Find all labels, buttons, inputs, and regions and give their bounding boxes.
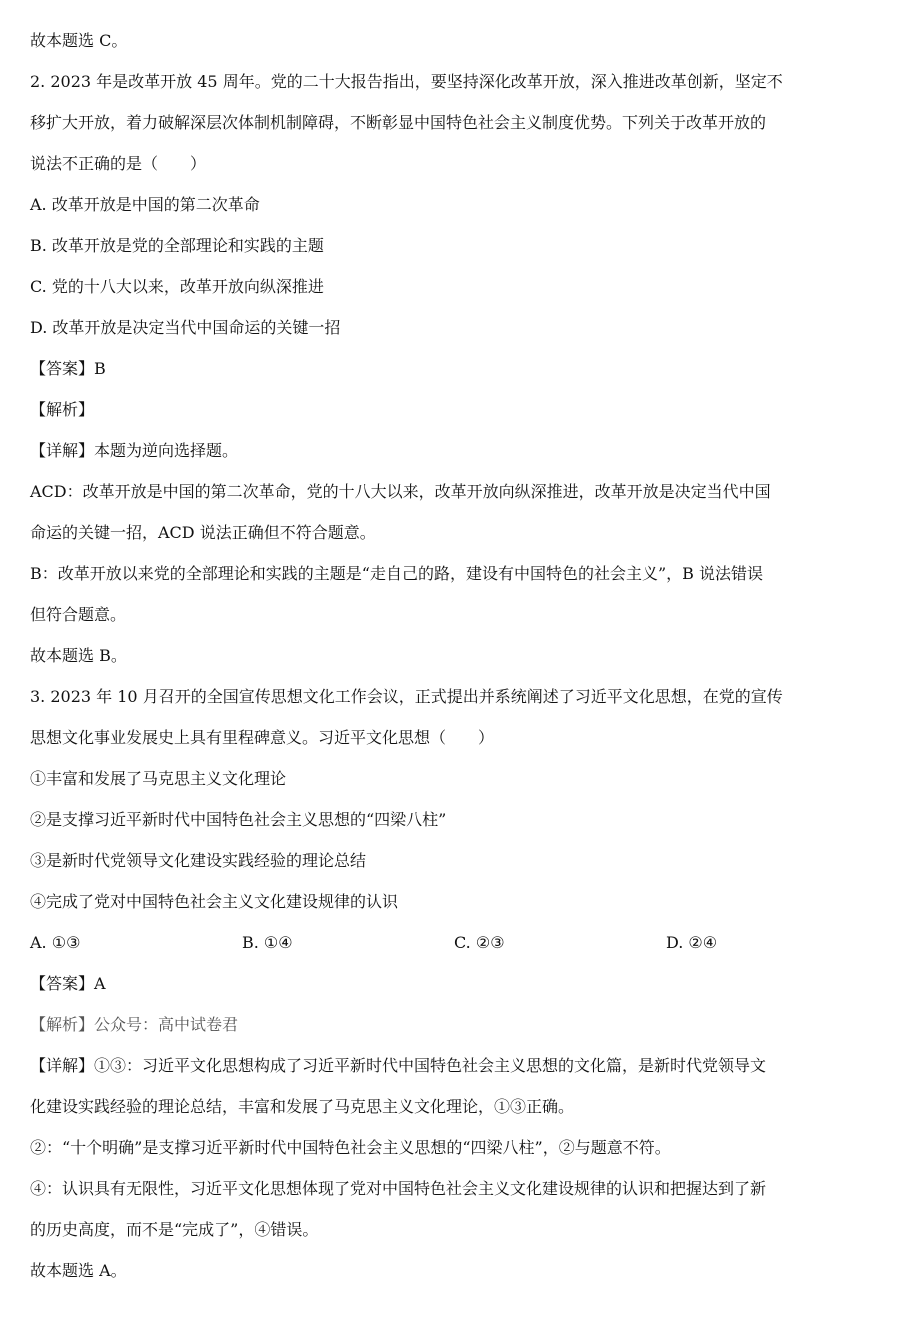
q3-stem-line-2: 思想文化事业发展史上具有里程碑意义。习近平文化思想（ ） [30,728,495,747]
q2-option-c: C. 党的十八大以来，改革开放向纵深推进 [30,277,324,296]
q3-answer: 【答案】A [30,974,106,993]
q3-detail-line-4: ④：认识具有无限性，习近平文化思想体现了党对中国特色社会主义文化建设规律的认识和把握达到了新 [30,1179,767,1198]
q3-detail-line-5: 的历史高度，而不是“完成了”，④错误。 [30,1220,319,1239]
q3-statement-3: ③是新时代党领导文化建设实践经验的理论总结 [30,851,367,870]
q3-detail-line-1: 【详解】①③：习近平文化思想构成了习近平新时代中国特色社会主义思想的文化篇，是新时代党领导文 [30,1056,767,1075]
q2-answer: 【答案】B [30,359,106,378]
q2-detail-acd-line-1: ACD：改革开放是中国的第二次革命，党的十八大以来，改革开放向纵深推进，改革开放是决定当代中国 [30,482,771,501]
q2-conclusion: 故本题选 B。 [30,646,127,665]
q2-analysis-heading: 【解析】 [30,400,95,419]
q3-detail-line-3: ②：“十个明确”是支撑习近平新时代中国特色社会主义思想的“四梁八柱”，②与题意不符。 [30,1138,671,1157]
q2-option-d: D. 改革开放是决定当代中国命运的关键一招 [30,318,341,337]
q3-stem-line-1: 3. 2023 年 10 月召开的全国宣传思想文化工作会议，正式提出并系统阐述了习近平文化思想，在党的宣传 [30,687,783,706]
q1-conclusion: 故本题选 C。 [30,31,128,50]
q3-detail-line-2: 化建设实践经验的理论总结，丰富和发展了马克思主义文化理论，①③正确。 [30,1097,575,1116]
q3-statement-1: ①丰富和发展了马克思主义文化理论 [30,769,287,788]
q2-detail-acd-line-2: 命运的关键一招，ACD 说法正确但不符合题意。 [30,523,376,542]
q3-analysis-heading: 【解析】公众号：高中试卷君 [30,1015,239,1034]
q2-option-b: B. 改革开放是党的全部理论和实践的主题 [30,236,324,255]
q2-detail-heading: 【详解】本题为逆向选择题。 [30,441,239,460]
q3-option-c: C. ②③ [454,933,505,952]
q3-statement-4: ④完成了党对中国特色社会主义文化建设规律的认识 [30,892,399,911]
q2-detail-b-line-1: B：改革开放以来党的全部理论和实践的主题是“走自己的路，建设有中国特色的社会主义”，B 说法错误 [30,564,763,583]
q2-stem-line-3: 说法不正确的是（ ） [30,154,207,173]
q3-statement-2: ②是支撑习近平新时代中国特色社会主义思想的“四梁八柱” [30,810,447,829]
q3-option-b: B. ①④ [242,933,293,952]
q3-conclusion: 故本题选 A。 [30,1261,127,1280]
q3-option-a: A. ①③ [30,933,81,952]
q2-option-a: A. 改革开放是中国的第二次革命 [30,195,260,214]
q3-option-d: D. ②④ [666,933,718,952]
q2-stem-line-1: 2. 2023 年是改革开放 45 周年。党的二十大报告指出，要坚持深化改革开放，深入推进改革创新，坚定不 [30,72,783,91]
q2-detail-b-line-2: 但符合题意。 [30,605,127,624]
q2-stem-line-2: 移扩大开放，着力破解深层次体制机制障碍，不断彰显中国特色社会主义制度优势。下列关于改革开放的 [30,113,767,132]
